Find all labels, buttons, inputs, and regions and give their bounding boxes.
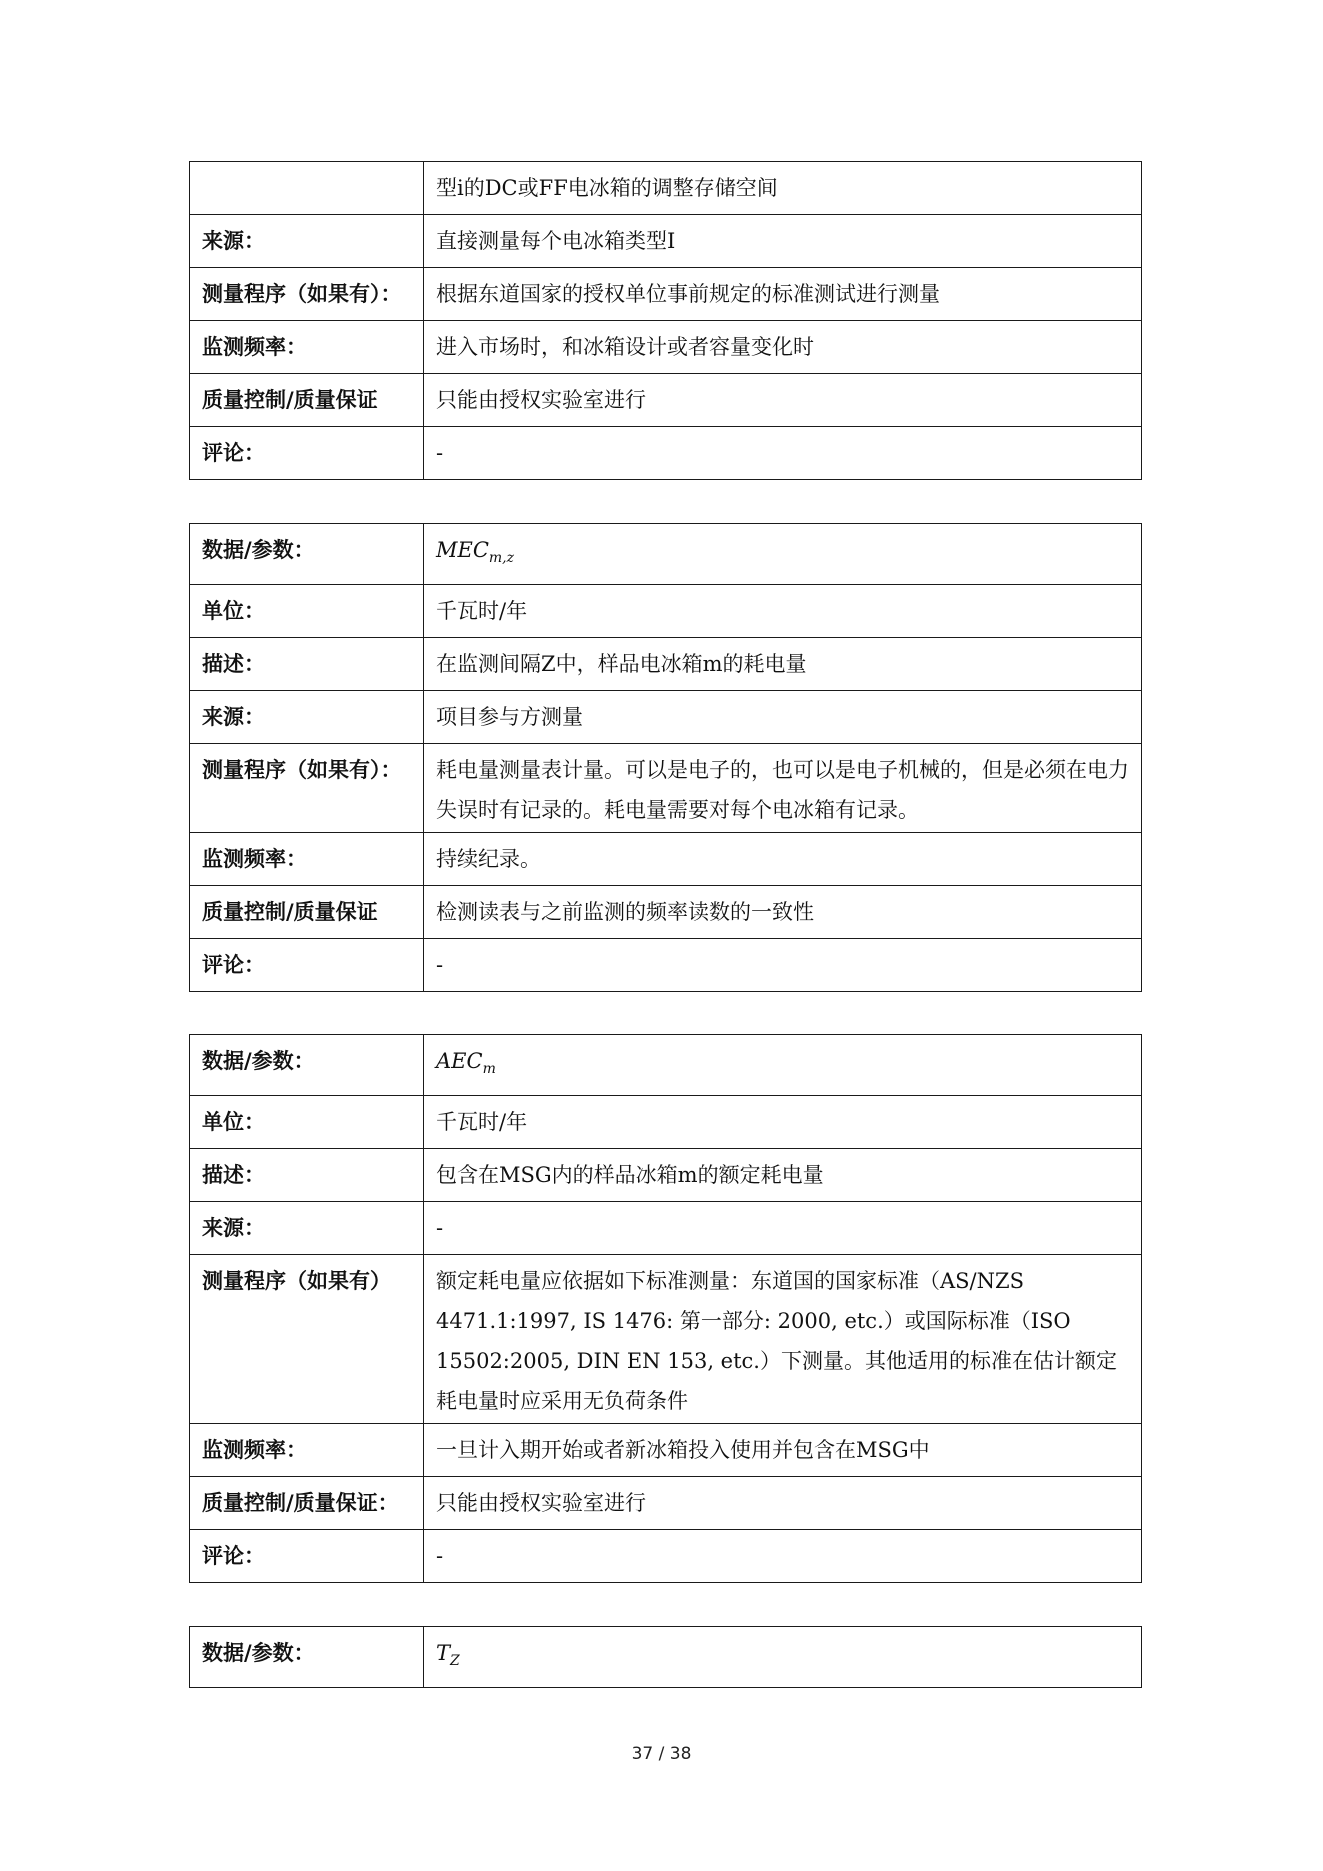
table-row	[190, 1255, 1142, 1424]
row-value: 包含在MSG内的样品冰箱m的额定耗电量	[424, 1149, 1142, 1202]
row-value: 持续纪录。	[424, 833, 1142, 886]
row-label: 评论：	[190, 939, 424, 992]
row-label: 数据/参数：	[190, 524, 424, 585]
symbol-base: MEC	[436, 538, 489, 562]
symbol-subscript: Z	[450, 1653, 460, 1669]
row-label: 数据/参数：	[190, 1627, 424, 1688]
table-row	[190, 268, 1142, 321]
parameter-table-aec	[189, 1034, 1142, 1583]
row-label: 描述：	[190, 1149, 424, 1202]
table-row	[190, 1424, 1142, 1477]
table-row	[190, 1530, 1142, 1583]
row-value: 千瓦时/年	[424, 585, 1142, 638]
row-label: 监测频率：	[190, 1424, 424, 1477]
row-label: 数据/参数：	[190, 1035, 424, 1096]
row-value: -	[424, 1202, 1142, 1255]
row-label: 评论：	[190, 427, 424, 480]
row-label: 描述：	[190, 638, 424, 691]
row-value: -	[424, 1530, 1142, 1583]
row-label: 监测频率：	[190, 321, 424, 374]
row-label: 评论：	[190, 1530, 424, 1583]
parameter-symbol	[424, 1627, 1142, 1688]
table-row	[190, 1627, 1142, 1688]
row-label: 单位：	[190, 585, 424, 638]
row-value: -	[424, 939, 1142, 992]
row-label: 质量控制/质量保证：	[190, 1477, 424, 1530]
parameter-table-tz	[189, 1626, 1142, 1688]
row-value: 只能由授权实验室进行	[424, 1477, 1142, 1530]
symbol-subscript: m,z	[488, 550, 515, 566]
table-row	[190, 833, 1142, 886]
symbol-base: T	[436, 1641, 451, 1665]
row-label: 监测频率：	[190, 833, 424, 886]
row-value: -	[424, 427, 1142, 480]
row-label: 质量控制/质量保证	[190, 374, 424, 427]
table-row	[190, 1477, 1142, 1530]
table-row	[190, 744, 1142, 833]
symbol-subscript: m	[482, 1061, 496, 1077]
row-label: 单位：	[190, 1096, 424, 1149]
table-row	[190, 939, 1142, 992]
row-label: 测量程序（如果有）：	[190, 268, 424, 321]
row-value: 千瓦时/年	[424, 1096, 1142, 1149]
symbol-base: AEC	[436, 1049, 483, 1073]
table-row	[190, 638, 1142, 691]
row-value: 根据东道国家的授权单位事前规定的标准测试进行测量	[424, 268, 1142, 321]
parameter-table-mec	[189, 523, 1142, 992]
table-row	[190, 215, 1142, 268]
table-row	[190, 427, 1142, 480]
table-row	[190, 524, 1142, 585]
row-value: 只能由授权实验室进行	[424, 374, 1142, 427]
row-value: 在监测间隔Z中，样品电冰箱m的耗电量	[424, 638, 1142, 691]
table-row	[190, 691, 1142, 744]
row-label: 测量程序（如果有）：	[190, 744, 424, 833]
parameter-symbol	[424, 524, 1142, 585]
row-label: 来源：	[190, 1202, 424, 1255]
table-row	[190, 1096, 1142, 1149]
row-label: 测量程序（如果有）	[190, 1255, 424, 1424]
row-value: 直接测量每个电冰箱类型I	[424, 215, 1142, 268]
table-row	[190, 321, 1142, 374]
row-label	[190, 162, 424, 215]
row-value: 耗电量测量表计量。可以是电子的，也可以是电子机械的，但是必须在电力失误时有记录的。耗电量需要对每个电冰箱有记录。	[424, 744, 1142, 833]
row-value: 项目参与方测量	[424, 691, 1142, 744]
table-row	[190, 1035, 1142, 1096]
row-value: 额定耗电量应依据如下标准测量：东道国的国家标准（AS/NZS 4471.1:1997, IS 1476: 第一部分: 2000, etc.）或国际标准（ISO 15502:2005, DIN EN 153, etc.）下测量。其他适用的标准在估计额定耗电量时应采用无负荷条件	[424, 1255, 1142, 1424]
table-row	[190, 585, 1142, 638]
table-row	[190, 886, 1142, 939]
row-label: 来源：	[190, 215, 424, 268]
table-row	[190, 162, 1142, 215]
parameter-table-continued	[189, 161, 1142, 480]
page-number: 37 / 38	[631, 1744, 692, 1764]
row-value: 一旦计入期开始或者新冰箱投入使用并包含在MSG中	[424, 1424, 1142, 1477]
row-value: 进入市场时，和冰箱设计或者容量变化时	[424, 321, 1142, 374]
table-row	[190, 1149, 1142, 1202]
table-row	[190, 1202, 1142, 1255]
row-label: 来源：	[190, 691, 424, 744]
row-value: 检测读表与之前监测的频率读数的一致性	[424, 886, 1142, 939]
table-row	[190, 374, 1142, 427]
row-label: 质量控制/质量保证	[190, 886, 424, 939]
parameter-symbol	[424, 1035, 1142, 1096]
row-value: 型i的DC或FF电冰箱的调整存储空间	[424, 162, 1142, 215]
